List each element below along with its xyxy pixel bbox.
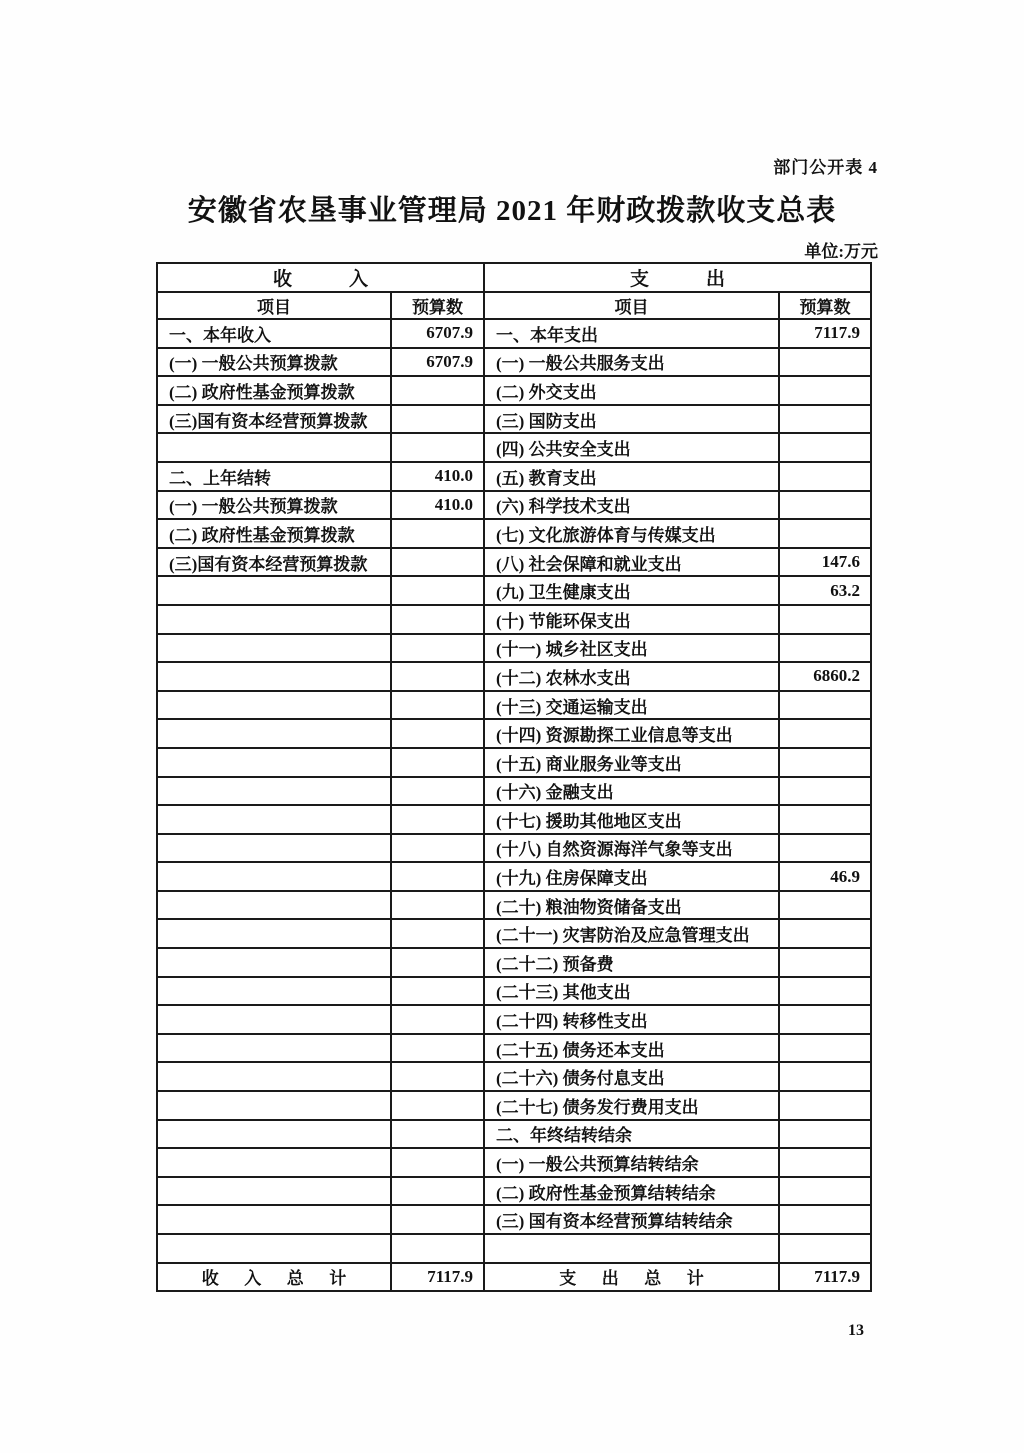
income-budget-cell: 6707.9 [392,320,485,349]
income-item-cell [158,1121,392,1150]
expense-section-header: 支出 [485,264,872,293]
expense-budget-cell [780,720,872,749]
income-budget-cell [392,749,485,778]
income-item-cell [158,635,392,664]
expense-item-cell: (八) 社会保障和就业支出 [485,549,780,578]
income-item-cell [158,692,392,721]
income-item-cell [158,577,392,606]
expense-item-cell: 二、年终结转结余 [485,1121,780,1150]
expense-item-cell: (一) 一般公共预算结转结余 [485,1149,780,1178]
income-budget-cell [392,377,485,406]
income-item-cell [158,749,392,778]
income-budget-cell [392,835,485,864]
form-corner-label: 部门公开表 4 [773,158,878,177]
income-item-cell: 一、本年收入 [158,320,392,349]
expense-budget-column-header: 预算数 [780,293,872,320]
income-item-cell [158,720,392,749]
expense-budget-cell: 147.6 [780,549,872,578]
income-item-cell [158,863,392,892]
income-budget-cell: 410.0 [392,463,485,492]
expense-item-cell: (二十五) 债务还本支出 [485,1035,780,1064]
expense-budget-cell [780,835,872,864]
income-item-cell [158,920,392,949]
expense-budget-cell [780,1006,872,1035]
income-item-cell: 二、上年结转 [158,463,392,492]
income-item-cell [158,1006,392,1035]
expense-item-cell: (十七) 援助其他地区支出 [485,806,780,835]
expense-budget-cell [780,349,872,378]
income-budget-cell [392,892,485,921]
expense-budget-cell: 6860.2 [780,663,872,692]
income-budget-cell [392,1178,485,1207]
income-item-cell [158,778,392,807]
income-item-cell: (三)国有资本经营预算拨款 [158,406,392,435]
expense-budget-cell [780,1149,872,1178]
page-title: 安徽省农垦事业管理局 2021 年财政拨款收支总表 [187,195,837,227]
income-budget-cell [392,949,485,978]
expense-item-cell: (十二) 农林水支出 [485,663,780,692]
income-item-cell: (二) 政府性基金预算拨款 [158,377,392,406]
income-item-cell [158,892,392,921]
expense-item-column-header: 项目 [485,293,780,320]
expense-budget-cell [780,1035,872,1064]
expense-item-cell: (七) 文化旅游体育与传媒支出 [485,520,780,549]
income-item-cell [158,835,392,864]
expense-item-cell: (二十) 粮油物资储备支出 [485,892,780,921]
expense-item-cell: (二十二) 预备费 [485,949,780,978]
expense-budget-cell [780,892,872,921]
income-item-cell [158,806,392,835]
income-item-cell [158,1149,392,1178]
income-section-header: 收入 [158,264,485,293]
income-item-cell [158,949,392,978]
expense-total-value: 7117.9 [780,1264,872,1293]
expense-budget-cell [780,949,872,978]
income-item-cell [158,1235,392,1264]
income-budget-cell [392,1235,485,1264]
expense-budget-cell [780,377,872,406]
expense-total-label: 支出总计 [485,1264,780,1293]
income-budget-cell [392,434,485,463]
expense-budget-cell [780,920,872,949]
expense-item-cell: (十一) 城乡社区支出 [485,635,780,664]
expense-budget-cell [780,463,872,492]
expense-item-cell: (九) 卫生健康支出 [485,577,780,606]
income-total-label: 收入总计 [158,1264,392,1293]
expense-budget-cell [780,492,872,521]
income-budget-cell [392,1063,485,1092]
income-budget-cell [392,406,485,435]
unit-label: 单位:万元 [804,242,878,261]
income-budget-cell [392,863,485,892]
expense-item-cell: (二) 外交支出 [485,377,780,406]
income-item-cell [158,1063,392,1092]
income-item-cell [158,1092,392,1121]
income-budget-cell [392,778,485,807]
expense-item-cell: (十八) 自然资源海洋气象等支出 [485,835,780,864]
expense-item-cell: 一、本年支出 [485,320,780,349]
income-item-cell: (二) 政府性基金预算拨款 [158,520,392,549]
expense-budget-cell [780,635,872,664]
expense-item-cell: (三) 国防支出 [485,406,780,435]
income-budget-cell [392,635,485,664]
income-budget-cell [392,806,485,835]
income-item-cell [158,606,392,635]
income-item-cell [158,434,392,463]
expense-item-cell [485,1235,780,1264]
budget-table [156,262,872,1292]
income-item-column-header: 项目 [158,293,392,320]
income-item-cell [158,1206,392,1235]
expense-budget-cell [780,749,872,778]
income-item-cell [158,663,392,692]
expense-item-cell: (二) 政府性基金预算结转结余 [485,1178,780,1207]
expense-budget-cell [780,1121,872,1150]
expense-budget-cell [780,1235,872,1264]
income-budget-cell [392,978,485,1007]
income-budget-cell: 410.0 [392,492,485,521]
expense-budget-cell [780,434,872,463]
expense-item-cell: (十九) 住房保障支出 [485,863,780,892]
expense-item-cell: (二十四) 转移性支出 [485,1006,780,1035]
income-budget-cell: 6707.9 [392,349,485,378]
expense-item-cell: (十五) 商业服务业等支出 [485,749,780,778]
expense-item-cell: (二十七) 债务发行费用支出 [485,1092,780,1121]
expense-item-cell: (五) 教育支出 [485,463,780,492]
expense-budget-cell [780,806,872,835]
expense-budget-cell: 7117.9 [780,320,872,349]
income-budget-cell [392,1035,485,1064]
expense-budget-cell [780,1178,872,1207]
income-item-cell: (一) 一般公共预算拨款 [158,349,392,378]
expense-item-cell: (二十一) 灾害防治及应急管理支出 [485,920,780,949]
expense-item-cell: (六) 科学技术支出 [485,492,780,521]
income-budget-cell [392,692,485,721]
expense-item-cell: (三) 国有资本经营预算结转结余 [485,1206,780,1235]
income-budget-cell [392,1206,485,1235]
expense-item-cell: (一) 一般公共服务支出 [485,349,780,378]
page-number: 13 [848,1322,864,1339]
expense-budget-cell [780,778,872,807]
income-total-value: 7117.9 [392,1264,485,1293]
income-item-cell: (一) 一般公共预算拨款 [158,492,392,521]
expense-item-cell: (十六) 金融支出 [485,778,780,807]
expense-budget-cell [780,1063,872,1092]
expense-budget-cell [780,406,872,435]
income-budget-cell [392,1006,485,1035]
income-budget-cell [392,577,485,606]
expense-item-cell: (十四) 资源勘探工业信息等支出 [485,720,780,749]
expense-budget-cell [780,978,872,1007]
income-item-cell: (三)国有资本经营预算拨款 [158,549,392,578]
income-budget-column-header: 预算数 [392,293,485,320]
expense-budget-cell [780,1092,872,1121]
income-budget-cell [392,1092,485,1121]
expense-item-cell: (二十三) 其他支出 [485,978,780,1007]
expense-item-cell: (十) 节能环保支出 [485,606,780,635]
income-budget-cell [392,606,485,635]
expense-item-cell: (二十六) 债务付息支出 [485,1063,780,1092]
income-budget-cell [392,1121,485,1150]
expense-budget-cell [780,692,872,721]
expense-item-cell: (四) 公共安全支出 [485,434,780,463]
expense-budget-cell [780,520,872,549]
expense-budget-cell: 46.9 [780,863,872,892]
expense-budget-cell [780,606,872,635]
income-item-cell [158,1035,392,1064]
income-budget-cell [392,1149,485,1178]
expense-budget-cell: 63.2 [780,577,872,606]
expense-item-cell: (十三) 交通运输支出 [485,692,780,721]
income-budget-cell [392,663,485,692]
expense-budget-cell [780,1206,872,1235]
income-item-cell [158,978,392,1007]
income-budget-cell [392,520,485,549]
income-budget-cell [392,920,485,949]
income-budget-cell [392,549,485,578]
income-item-cell [158,1178,392,1207]
income-budget-cell [392,720,485,749]
